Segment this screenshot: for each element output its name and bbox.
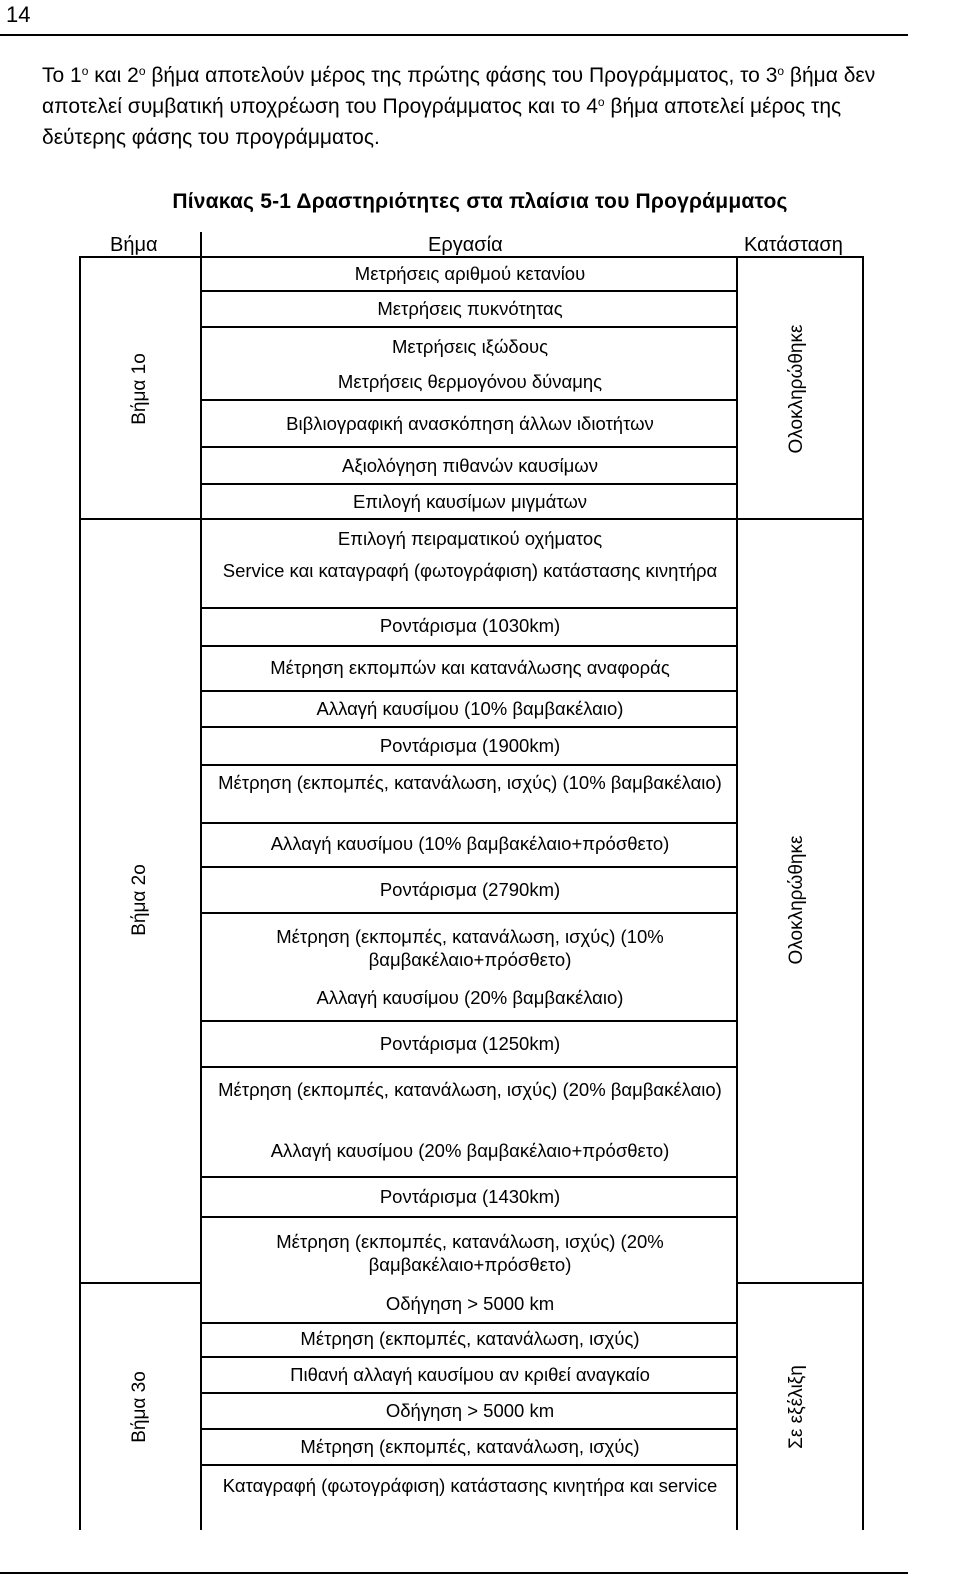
page-number: 14 xyxy=(6,2,31,27)
task-cell: Ροντάρισμα (1250km) xyxy=(379,1033,561,1054)
row-separator xyxy=(200,1322,738,1324)
task-cell: Μετρήσεις αριθμού κετανίου xyxy=(354,263,586,284)
task-cell: Πιθανή αλλαγή καυσίμου αν κριθεί αναγκαίο xyxy=(290,1364,650,1385)
intro-text-5: βήμα αποτελεί μέρος της δεύτερης φάσης του προγράμματος. xyxy=(42,95,842,149)
row-separator xyxy=(200,690,738,692)
task-cell: Επιλογή καυσίμων μιγμάτων xyxy=(352,491,588,512)
task-cell: Service και καταγραφή (φωτογράφιση) κατάστασης κινητήρα xyxy=(222,560,718,581)
row-separator xyxy=(200,764,738,766)
task-cell: Αλλαγή καυσίμου (10% βαμβακέλαιο+πρόσθετο) xyxy=(270,833,670,854)
row-separator xyxy=(200,399,738,401)
task-cell: Μέτρηση (εκπομπές, κατανάλωση, ισχύς) (20% βαμβακέλαιο) xyxy=(218,1079,722,1100)
row-separator xyxy=(200,912,738,914)
task-cell: Οδήγηση > 5000 km xyxy=(385,1293,555,1314)
row-separator xyxy=(200,1176,738,1178)
task-cell: Ροντάρισμα (1430km) xyxy=(379,1186,561,1207)
step-label-3: Βήμα 3ο xyxy=(129,1371,150,1443)
footer-rule xyxy=(0,1572,908,1574)
task-cell: Οδήγηση > 5000 km xyxy=(385,1400,555,1421)
task-cell: Καταγραφή (φωτογράφιση) κατάστασης κινητήρα και service xyxy=(222,1475,718,1496)
row-separator xyxy=(200,1392,738,1394)
task-cell: Μέτρηση (εκπομπές, κατανάλωση, ισχύς) (10% βαμβακέλαιο) xyxy=(218,772,722,793)
row-separator xyxy=(200,822,738,824)
row-separator xyxy=(200,1464,738,1466)
status-step-1: Ολοκληρώθηκε xyxy=(786,324,807,454)
intro-paragraph xyxy=(42,60,922,153)
row-separator xyxy=(200,326,738,328)
task-cell: Βιβλιογραφική ανασκόπηση άλλων ιδιοτήτων xyxy=(286,413,654,434)
intro-sup-4: ο xyxy=(597,95,605,109)
row-separator xyxy=(200,1066,738,1068)
task-cell: Μετρήσεις πυκνότητας xyxy=(377,298,563,319)
row-separator xyxy=(200,607,738,609)
intro-text-1: Το 1 xyxy=(42,64,82,87)
task-cell: Αλλαγή καυσίμου (20% βαμβακέλαιο) xyxy=(316,987,624,1008)
table-caption: Πίνακας 5-1 Δραστηριότητες στα πλαίσια του Προγράμματος xyxy=(172,190,788,213)
row-separator xyxy=(200,446,738,448)
table-top-border xyxy=(79,256,864,258)
row-separator xyxy=(200,1356,738,1358)
row-separator xyxy=(200,726,738,728)
task-cell: Αλλαγή καυσίμου (20% βαμβακέλαιο+πρόσθετο) xyxy=(270,1140,670,1161)
row-separator xyxy=(200,1216,738,1218)
header-rule xyxy=(0,34,908,36)
header-status: Κατάσταση xyxy=(744,234,843,256)
intro-sup-2: ο xyxy=(138,64,146,78)
row-separator xyxy=(200,1428,738,1430)
table-left-border xyxy=(79,256,81,1530)
row-separator xyxy=(200,518,738,520)
step-separator-2 xyxy=(79,1282,201,1284)
status-separator-1 xyxy=(736,518,864,520)
step-label-2: Βήμα 2ο xyxy=(129,864,150,936)
task-cell: Ροντάρισμα (1900km) xyxy=(379,735,561,756)
table-right-border xyxy=(862,256,864,1530)
header-task: Εργασία xyxy=(428,234,503,256)
task-cell: Μετρήσεις ιξώδους xyxy=(391,336,549,357)
intro-sup-1: ο xyxy=(81,64,89,78)
intro-text-4: βήμα δεν αποτελεί συμβατική υποχρέωση του Προγράμματος και το 4 xyxy=(42,64,876,118)
task-cell: Μέτρηση (εκπομπές, κατανάλωση, ισχύς) (20% βαμβακέλαιο+πρόσθετο) xyxy=(276,1231,664,1275)
intro-sup-3: ο xyxy=(777,64,785,78)
row-separator xyxy=(200,290,738,292)
step-separator-1 xyxy=(79,518,201,520)
status-step-2: Ολοκληρώθηκε xyxy=(786,835,807,965)
column-divider-task xyxy=(200,232,202,1530)
header-step: Βήμα xyxy=(110,234,158,256)
status-separator-2 xyxy=(736,1282,864,1284)
task-cell: Μέτρηση εκπομπών και κατανάλωσης αναφοράς xyxy=(270,657,670,678)
status-step-3: Σε εξέλιξη xyxy=(786,1365,807,1449)
task-cell: Ροντάρισμα (2790km) xyxy=(379,879,561,900)
task-cell: Μέτρηση (εκπομπές, κατανάλωση, ισχύς) xyxy=(300,1436,640,1457)
row-separator xyxy=(200,483,738,485)
row-separator xyxy=(200,645,738,647)
step-label-1: Βήμα 1ο xyxy=(129,353,150,425)
row-separator xyxy=(200,1020,738,1022)
task-cell: Αλλαγή καυσίμου (10% βαμβακέλαιο) xyxy=(316,698,624,719)
task-cell: Ροντάρισμα (1030km) xyxy=(379,615,561,636)
intro-text-3: βήμα αποτελούν μέρος της πρώτης φάσης του Προγράμματος, το 3 xyxy=(145,64,778,87)
task-cell: Μετρήσεις θερμογόνου δύναμης xyxy=(337,371,603,392)
task-cell: Επιλογή πειραματικού οχήματος xyxy=(337,528,603,549)
task-cell: Αξιολόγηση πιθανών καυσίμων xyxy=(342,455,598,476)
row-separator xyxy=(200,866,738,868)
task-cell: Μέτρηση (εκπομπές, κατανάλωση, ισχύς) xyxy=(300,1328,640,1349)
task-cell: Μέτρηση (εκπομπές, κατανάλωση, ισχύς) (10% βαμβακέλαιο+πρόσθετο) xyxy=(276,926,664,970)
intro-text-2: και 2 xyxy=(88,64,139,87)
